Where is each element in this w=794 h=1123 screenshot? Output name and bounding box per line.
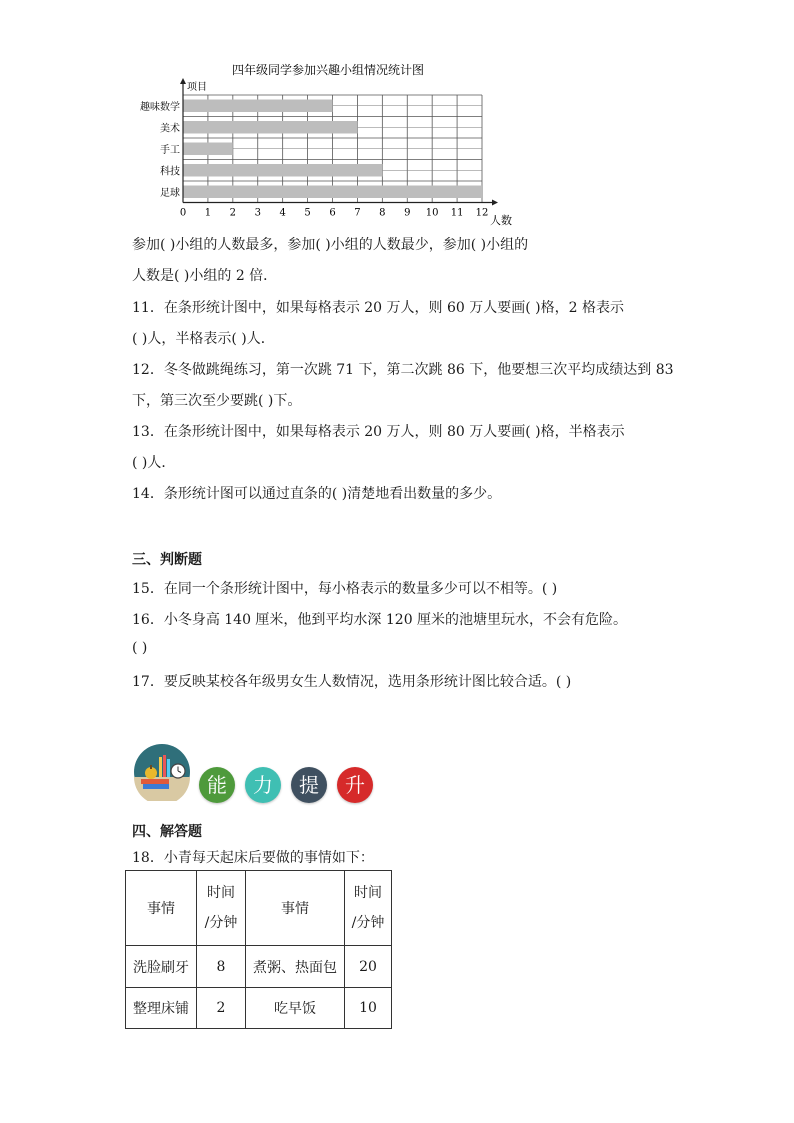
bar-4 bbox=[183, 164, 382, 177]
cell-time: 2 bbox=[197, 988, 246, 1029]
chores-table bbox=[125, 870, 392, 1029]
question-16-line-2: ( ) bbox=[132, 640, 148, 656]
x-tick-label: 9 bbox=[404, 207, 411, 219]
question-11-line-1: 11．在条形统计图中，如果每格表示 20 万人，则 60 万人要画( )格，2 格表示 bbox=[132, 300, 624, 316]
x-axis-arrow bbox=[492, 200, 498, 206]
chart-tick-labels bbox=[180, 208, 489, 219]
bar-2 bbox=[183, 121, 357, 134]
category-label: 足球 bbox=[160, 187, 180, 199]
banner-char-ti: 提 bbox=[291, 767, 327, 803]
x-tick-label: 2 bbox=[229, 207, 237, 219]
x-tick-label: 8 bbox=[379, 207, 386, 219]
question-16-line-1: 16．小冬身高 140 厘米，他到平均水深 120 厘米的池塘里玩水，不会有危险。 bbox=[132, 612, 628, 628]
section-4-title: 四、解答题 bbox=[132, 824, 202, 840]
question-15: 15．在同一个条形统计图中，每小格表示的数量多少可以不相等。( ) bbox=[132, 581, 558, 597]
question-13-line-1: 13．在条形统计图中，如果每格表示 20 万人，则 80 万人要画( )格，半格表示 bbox=[132, 424, 625, 440]
category-label: 趣味数学 bbox=[140, 101, 180, 113]
question-18: 18．小青每天起床后要做的事情如下： bbox=[132, 850, 374, 866]
x-tick-label: 7 bbox=[354, 207, 361, 219]
x-tick-label: 0 bbox=[179, 207, 187, 219]
cell-event-2: 煮粥、热面包 bbox=[246, 946, 345, 988]
table-row bbox=[126, 988, 392, 1029]
cell-time-2: 10 bbox=[345, 988, 392, 1029]
school-supplies-icon bbox=[133, 743, 191, 801]
header-event-2: 事情 bbox=[246, 871, 345, 946]
bar-chart bbox=[128, 56, 528, 228]
bar-3 bbox=[183, 143, 233, 156]
header-event: 事情 bbox=[126, 871, 197, 946]
header-time-line-2: /分钟 bbox=[204, 915, 238, 931]
question-11-line-2: ( )人，半格表示( )人． bbox=[132, 331, 275, 347]
banner-char-sheng: 升 bbox=[337, 767, 373, 803]
question-14: 14．条形统计图可以通过直条的( )清楚地看出数量的多少。 bbox=[132, 486, 502, 502]
cell-event: 整理床铺 bbox=[126, 988, 197, 1029]
chart-y-axis-label: 项目 bbox=[187, 82, 207, 93]
x-tick-label: 5 bbox=[304, 207, 311, 219]
header-time-2 bbox=[345, 871, 392, 946]
question-10-continuation-line-1: 参加( )小组的人数最多，参加( )小组的人数最少，参加( )小组的 bbox=[132, 237, 529, 253]
cell-event-2: 吃早饭 bbox=[246, 988, 345, 1029]
header-time-line-1: 时间 bbox=[207, 885, 235, 901]
x-tick-label: 6 bbox=[329, 207, 336, 219]
question-12-line-1: 12．冬冬做跳绳练习，第一次跳 71 下，第二次跳 86 下，他要想三次平均成绩达到 83 bbox=[132, 362, 674, 378]
table-header-row bbox=[126, 871, 392, 946]
cell-time-2: 20 bbox=[345, 946, 392, 988]
header-time-2-line-2: /分钟 bbox=[351, 915, 385, 931]
question-12-line-2: 下，第三次至少要跳( )下。 bbox=[132, 393, 302, 409]
chart-category-labels bbox=[140, 100, 180, 199]
section-3-title: 三、判断题 bbox=[132, 552, 202, 568]
y-axis-arrow bbox=[180, 78, 186, 84]
cell-time: 8 bbox=[197, 946, 246, 988]
x-tick-label: 11 bbox=[450, 207, 464, 219]
x-tick-label: 1 bbox=[204, 207, 212, 219]
banner-char-li: 力 bbox=[245, 767, 281, 803]
question-17: 17．要反映某校各年级男女生人数情况，选用条形统计图比较合适。( ) bbox=[132, 674, 572, 690]
header-time-2-line-1: 时间 bbox=[354, 885, 382, 901]
category-label: 美术 bbox=[160, 123, 180, 135]
bar-1 bbox=[183, 100, 333, 113]
bar-5 bbox=[183, 186, 482, 199]
header-time bbox=[197, 871, 246, 946]
chart-x-axis-label: 人数 bbox=[490, 214, 512, 227]
category-label: 手工 bbox=[160, 144, 180, 156]
banner-char-neng: 能 bbox=[199, 767, 235, 803]
cell-event: 洗脸刷牙 bbox=[126, 946, 197, 988]
table-row bbox=[126, 946, 392, 988]
category-label: 科技 bbox=[160, 166, 180, 178]
x-tick-label: 10 bbox=[425, 207, 439, 219]
x-tick-label: 3 bbox=[254, 207, 261, 219]
chart-title: 四年级同学参加兴趣小组情况统计图 bbox=[231, 63, 425, 77]
question-10-continuation-line-2: 人数是( )小组的 2 倍． bbox=[132, 268, 278, 284]
x-tick-label: 4 bbox=[279, 207, 286, 219]
question-13-line-2: ( )人． bbox=[132, 455, 176, 471]
x-tick-label: 12 bbox=[475, 207, 489, 219]
